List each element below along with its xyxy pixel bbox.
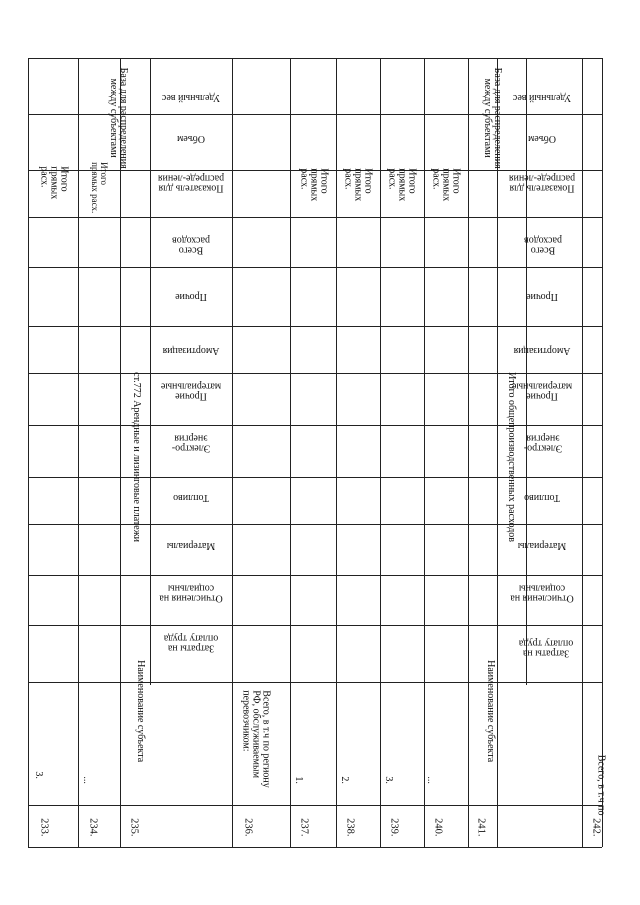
section-title: Итого общепроизводственных расходов xyxy=(506,372,518,543)
base-column-header: Объем xyxy=(177,133,205,145)
row-name: Всего, в т.ч по региону РФ, обслуживаемым перевозчиком: xyxy=(239,690,272,788)
column-header: Прочие материальные xyxy=(511,380,573,402)
col-line xyxy=(78,58,79,847)
col-line xyxy=(468,58,469,847)
row-number: 241. xyxy=(475,818,487,837)
column-header: Электро-энергия xyxy=(523,432,563,454)
column-header: Топливо xyxy=(173,492,209,504)
section-title: ст.772 Арендные и лизинговые платежи xyxy=(131,372,143,543)
col-line xyxy=(424,58,425,847)
row-number: 235. xyxy=(128,818,140,837)
column-header: Всего расходов xyxy=(524,234,562,256)
row-number: 234. xyxy=(87,818,99,837)
col-line xyxy=(602,58,603,847)
column-header: Прочие xyxy=(175,291,207,303)
total-direct-label: Итого прямых расх. xyxy=(90,162,110,214)
row-name: 1. xyxy=(292,776,304,784)
row-number: 239. xyxy=(388,818,400,837)
column-header: Амортизация xyxy=(513,345,571,357)
column-header: Всего расходов xyxy=(172,234,210,256)
row-line xyxy=(28,682,602,683)
col-line xyxy=(336,58,337,847)
col-line xyxy=(290,58,291,847)
col-line xyxy=(150,58,151,685)
base-column-header: Удельный вес xyxy=(161,92,221,104)
row-line xyxy=(28,625,602,626)
col-line xyxy=(232,58,233,847)
row-name: Наименование субъекта xyxy=(135,660,147,763)
row-name: 3. xyxy=(382,776,394,784)
column-header: Электро-энергия xyxy=(171,432,211,454)
base-column-header: Объем xyxy=(528,133,556,145)
column-header: Материалы xyxy=(517,540,567,552)
row-line xyxy=(28,847,602,848)
base-column-header: Удельный вес xyxy=(512,92,572,104)
column-header: Материалы xyxy=(166,540,216,552)
column-header: Затраты на оплату труда xyxy=(163,632,219,654)
row-number: 236. xyxy=(242,818,254,837)
column-header: Отчисления на социальны xyxy=(159,582,223,604)
row-name: ... xyxy=(80,776,92,784)
column-header: Отчисления на социальны xyxy=(510,582,574,604)
row-line xyxy=(28,805,602,806)
row-name: Наименование субъекта xyxy=(485,660,497,763)
total-direct-label: Итого прямых расх. xyxy=(429,168,462,202)
col-line xyxy=(28,58,29,847)
col-line xyxy=(582,58,583,847)
col-line xyxy=(380,58,381,847)
row-name: ... xyxy=(424,776,436,784)
total-direct-label: Итого прямых расх. xyxy=(385,168,418,202)
base-title: База для распределения между субъектами xyxy=(108,67,130,169)
row-number: 240. xyxy=(432,818,444,837)
total-direct-label: Итого прямых расх. xyxy=(341,168,374,202)
column-header: Затраты на оплату труда xyxy=(518,637,574,659)
column-header: Амортизация xyxy=(162,345,220,357)
base-column-header: Показатель для распреде-ления xyxy=(508,172,576,194)
total-direct-label: Итого прямых расх. xyxy=(37,166,70,200)
row-name: 3. xyxy=(32,771,44,779)
base-title: База для распределения между субъектами xyxy=(482,67,504,169)
row-number: 238. xyxy=(344,818,356,837)
row-number: 242. xyxy=(590,818,602,837)
column-header: Топливо xyxy=(524,492,560,504)
row-name: 2. xyxy=(338,776,350,784)
row-number: 233. xyxy=(38,818,50,837)
row-number: 237. xyxy=(298,818,310,837)
column-header: Прочие материальные xyxy=(160,380,222,402)
row-name: Всего, в т.ч по xyxy=(595,754,607,816)
total-direct-label: Итого прямых расх. xyxy=(297,168,330,202)
column-header: Прочие xyxy=(526,291,558,303)
base-column-header: Показатель для распреде-ления xyxy=(157,172,225,194)
row-line xyxy=(28,267,602,268)
